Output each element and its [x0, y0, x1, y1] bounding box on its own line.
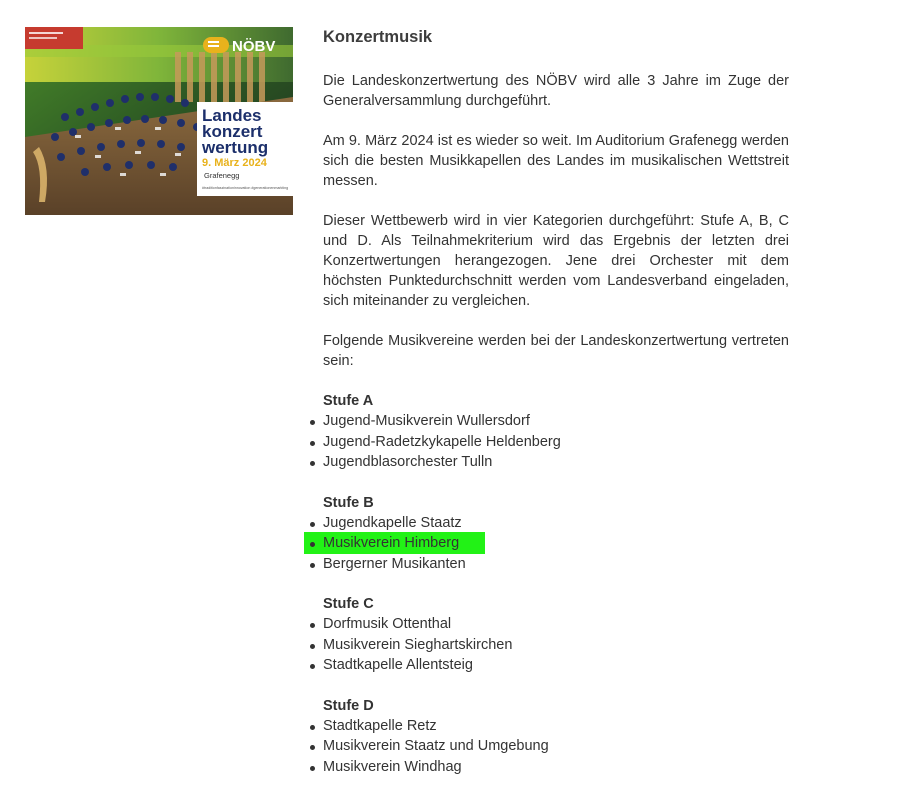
stufe-d-section	[323, 696, 789, 778]
list-item: Bergerner Musikanten	[323, 554, 789, 575]
list-item: Jugendkapelle Staatz	[323, 513, 789, 534]
stufe-d-title: Stufe D	[323, 697, 374, 714]
list-item: Jugendblasorchester Tulln	[323, 452, 789, 473]
stufe-d-list	[323, 716, 789, 778]
article	[323, 26, 789, 797]
article-heading: Konzertmusik	[323, 28, 433, 46]
card-hashtags: #traditionfaszinationinnovation #generationenmarkting	[202, 186, 289, 190]
intro-paragraph: Die Landeskonzertwertung des NÖBV wird alle 3 Jahre im Zuge der Generalversammlung durchgeführt.	[323, 73, 789, 109]
stufe-b-section	[323, 493, 789, 575]
participants-intro: Folgende Musikvereine werden bei der Landeskonzertwertung vertreten sein:	[323, 333, 789, 369]
stufe-a-section	[323, 391, 789, 473]
brand-logo-text: NÖBV	[232, 38, 276, 55]
stufe-a-title: Stufe A	[323, 393, 374, 409]
stufe-c-section	[323, 594, 789, 676]
stufe-c-list	[323, 614, 789, 676]
list-item: Stadtkapelle Retz	[323, 716, 789, 737]
categories-paragraph: Dieser Wettbewerb wird in vier Kategorien durchgeführt: Stufe A, B, C und D. Als Teilnahmekriterium wird das Ergebnis der letzten drei Konzertwertungen herangezogen. Jene drei Orchester mit dem höchsten Punktedurchschnitt werden vom Landesverband eingeladen, sich miteinander zu vergleichen.	[323, 213, 789, 309]
list-item: Musikverein Sieghartskirchen	[323, 635, 789, 656]
stufe-a-list	[323, 411, 789, 473]
stufe-b-list	[323, 513, 789, 575]
card-location: Grafenegg	[204, 171, 240, 180]
stufe-c-title: Stufe C	[323, 596, 374, 612]
card-title-line1: Landes	[202, 106, 262, 125]
list-item: Dorfmusik Ottenthal	[323, 614, 789, 635]
list-item: Stadtkapelle Allentsteig	[323, 655, 789, 676]
list-item: Musikverein Windhag	[323, 757, 789, 778]
stufe-b-title: Stufe B	[323, 494, 374, 511]
date-paragraph: Am 9. März 2024 ist es wieder so weit. Im Auditorium Grafenegg werden sich die besten Musikkapellen des Landes im musikalischen Wettstreit messen.	[323, 133, 789, 189]
list-item: Jugend-Radetzkykapelle Heldenberg	[323, 432, 789, 453]
list-item-highlighted: Musikverein Himberg	[323, 533, 789, 554]
hero-image	[25, 27, 293, 215]
concert-photo	[25, 27, 293, 215]
list-item: Musikverein Staatz und Umgebung	[323, 736, 789, 757]
card-title-line3: wertung	[202, 138, 269, 157]
card-date: 9. März 2024	[202, 157, 267, 169]
card-title-line2: konzert	[202, 122, 263, 141]
list-item: Jugend-Musikverein Wullersdorf	[323, 411, 789, 432]
